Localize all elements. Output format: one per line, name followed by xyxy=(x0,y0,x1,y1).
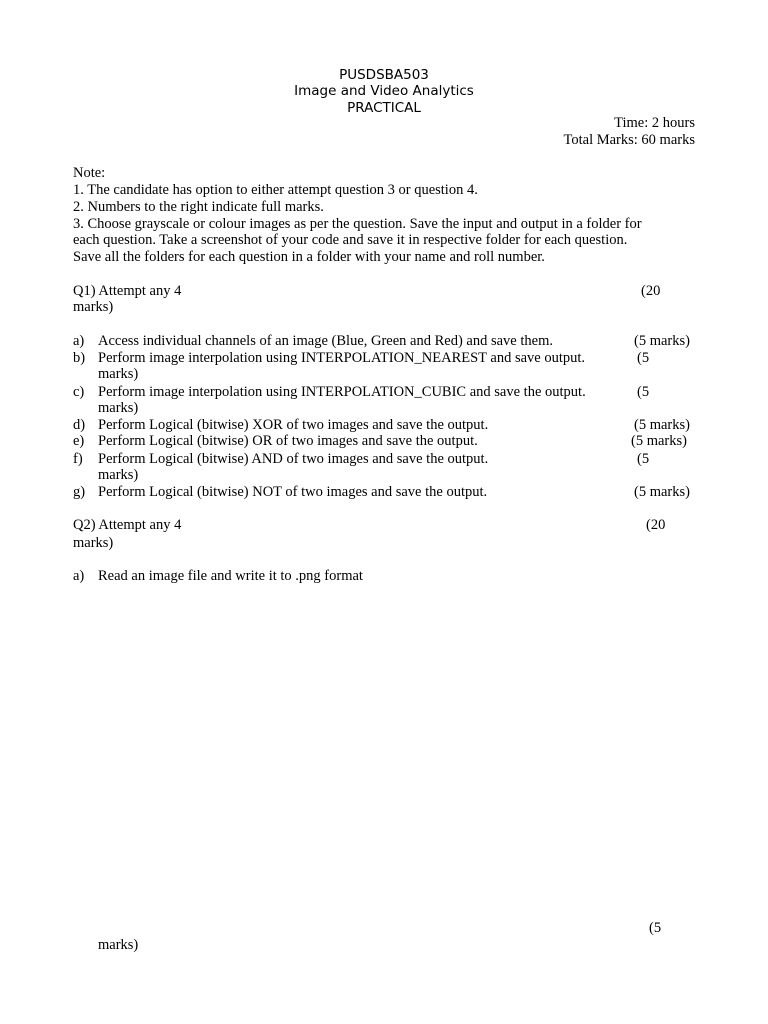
q1-item-label: a) xyxy=(73,333,85,349)
q1-item-text: Perform image interpolation using INTERPOLATION_CUBIC and save the output. xyxy=(98,384,586,400)
note-heading: Note: xyxy=(73,165,106,181)
q1-marks: (20 xyxy=(641,283,661,299)
q1-item-label: e) xyxy=(73,433,85,449)
q1-item-text: Perform Logical (bitwise) XOR of two images and save the output. xyxy=(98,417,489,433)
q1-item-marks: (5 xyxy=(637,451,650,467)
q1-item-marks-cont: marks) xyxy=(98,400,139,416)
exam-time: Time: 2 hours xyxy=(614,115,695,131)
q1-marks-cont: marks) xyxy=(73,299,114,315)
q2-marks-cont: marks) xyxy=(73,535,114,551)
q2-item-marks: (5 xyxy=(649,920,662,936)
q1-item-text: Access individual channels of an image (Blue, Green and Red) and save them. xyxy=(98,333,553,349)
q1-item-marks-cont: marks) xyxy=(98,366,139,382)
q1-item-text: Perform Logical (bitwise) NOT of two images and save the output. xyxy=(98,484,488,500)
course-code: PUSDSBA503 xyxy=(339,67,429,83)
note-line-1: 1. The candidate has option to either attempt question 3 or question 4. xyxy=(73,182,478,198)
exam-total-marks: Total Marks: 60 marks xyxy=(563,132,695,148)
q2-item-text: Read an image file and write it to .png format xyxy=(98,568,363,584)
q1-item-label: b) xyxy=(73,350,86,366)
q1-item-marks: (5 xyxy=(637,384,650,400)
q1-item-marks: (5 marks) xyxy=(634,333,690,349)
q1-item-marks: (5 marks) xyxy=(634,417,690,433)
q1-item-label: d) xyxy=(73,417,86,433)
note-line-3c: Save all the folders for each question in a folder with your name and roll number. xyxy=(73,249,545,265)
q1-item-marks: (5 xyxy=(637,350,650,366)
q2-title: Q2) Attempt any 4 xyxy=(73,517,182,533)
exam-type: PRACTICAL xyxy=(347,100,421,116)
note-line-2: 2. Numbers to the right indicate full marks. xyxy=(73,199,324,215)
q1-item-marks-cont: marks) xyxy=(98,467,139,483)
q2-item-marks-cont: marks) xyxy=(98,937,139,953)
q1-item-marks: (5 marks) xyxy=(631,433,687,449)
q2-item-label: a) xyxy=(73,568,85,584)
note-line-3b: each question. Take a screenshot of your code and save it in respective folder for each question. xyxy=(73,232,628,248)
q1-item-text: Perform image interpolation using INTERPOLATION_NEAREST and save output. xyxy=(98,350,586,366)
q1-item-label: g) xyxy=(73,484,86,500)
q1-item-marks: (5 marks) xyxy=(634,484,690,500)
q1-item-text: Perform Logical (bitwise) OR of two images and save the output. xyxy=(98,433,478,449)
q1-title: Q1) Attempt any 4 xyxy=(73,283,182,299)
course-title: Image and Video Analytics xyxy=(294,83,474,99)
note-line-3a: 3. Choose grayscale or colour images as per the question. Save the input and output in a folder for xyxy=(73,216,642,232)
q1-item-text: Perform Logical (bitwise) AND of two images and save the output. xyxy=(98,451,489,467)
q1-item-label: f) xyxy=(73,451,83,467)
q2-marks: (20 xyxy=(646,517,666,533)
q1-item-label: c) xyxy=(73,384,85,400)
